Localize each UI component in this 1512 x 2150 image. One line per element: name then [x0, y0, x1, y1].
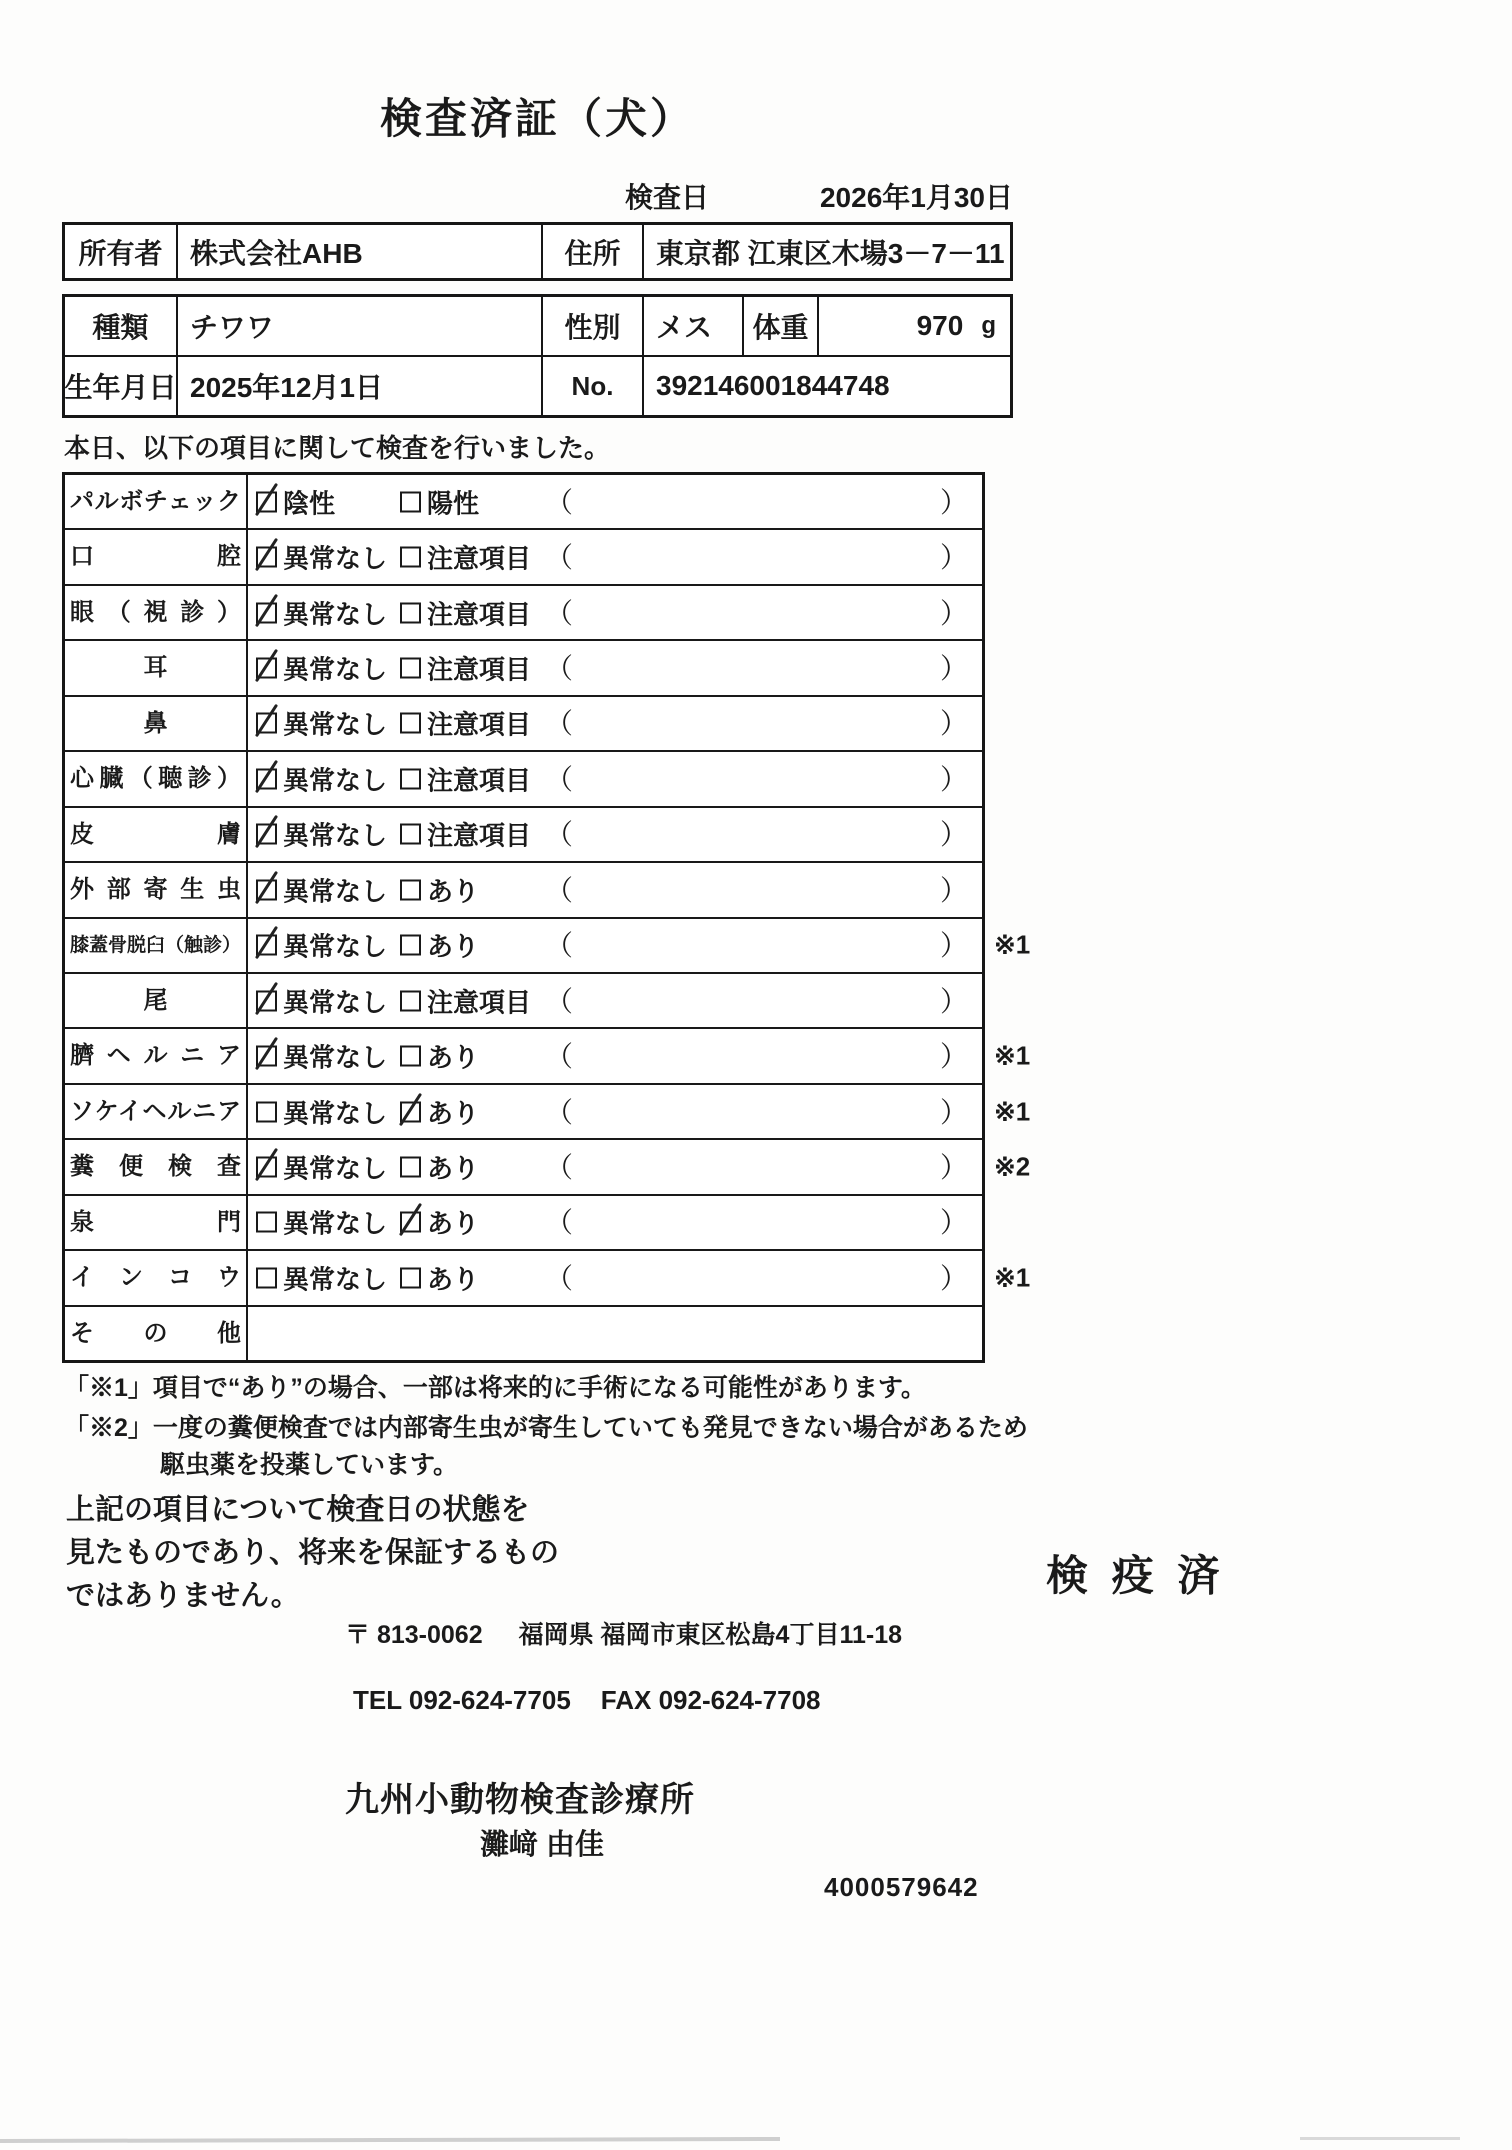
remarks-paren-open: （	[545, 1041, 574, 1073]
exam-row-umbilical-hernia	[65, 1027, 1031, 1082]
remarks-paren-open: （	[545, 1152, 574, 1184]
checkbox-normal	[256, 547, 277, 568]
remarks-paren-close: ）	[939, 764, 968, 796]
pet-row-2	[65, 355, 1010, 415]
option-label: あり	[427, 1042, 480, 1073]
checkbox-normal	[256, 1046, 277, 1067]
pet-row-1	[65, 297, 1010, 355]
footnote-1: 「※1」項目で“あり”の場合、一部は将来的に手術になる可能性があります。	[64, 1374, 926, 1402]
exam-item-name: 皮膚	[65, 808, 248, 861]
option-label: あり	[427, 1098, 480, 1129]
number-label: No.	[543, 357, 644, 415]
remarks-paren-open: （	[545, 1207, 574, 1239]
checkbox-normal	[256, 1101, 277, 1122]
option-label: 異常なし	[283, 876, 388, 907]
checkbox-present	[400, 1046, 421, 1067]
option-label: 陰性	[283, 488, 336, 519]
checkbox-normal	[256, 768, 277, 789]
disclaimer-line-3: ではありません。	[66, 1580, 300, 1612]
option-label: 異常なし	[283, 543, 388, 574]
remarks-paren-close: ）	[939, 1207, 968, 1239]
remarks-paren-open: （	[545, 486, 574, 518]
checkbox-normal	[256, 879, 277, 900]
remarks-paren-close: ）	[939, 1152, 968, 1184]
footnote-ref: ※1	[994, 1096, 1031, 1127]
exam-item-name: 泉門	[65, 1196, 248, 1249]
owner-table	[62, 222, 1013, 281]
checkbox-positive	[400, 491, 421, 512]
exam-row-parvo	[65, 475, 982, 528]
exam-row-tail	[65, 972, 982, 1027]
remarks-paren-open: （	[545, 542, 574, 574]
exam-table	[62, 472, 1031, 1363]
exam-row-patella	[65, 917, 1031, 972]
checkbox-caution	[400, 602, 421, 623]
exam-item-name: 膝蓋骨脱臼（触診）	[65, 919, 248, 972]
exam-item-name: ソケイヘルニア	[65, 1085, 248, 1138]
exam-item-name: パルボチェック	[65, 475, 248, 528]
option-label: 異常なし	[283, 820, 388, 851]
checkbox-caution	[400, 547, 421, 568]
remarks-paren-open: （	[545, 985, 574, 1017]
footnote-ref: ※1	[994, 1040, 1031, 1071]
checkbox-caution	[400, 658, 421, 679]
pet-info-table	[62, 294, 1013, 418]
checkbox-normal	[256, 990, 277, 1011]
option-label: 注意項目	[427, 654, 532, 685]
option-label: 異常なし	[283, 1042, 388, 1073]
clinic-postal-line	[345, 1615, 902, 1651]
remarks-paren-open: （	[545, 764, 574, 796]
checkbox-negative	[256, 491, 277, 512]
option-label: 異常なし	[283, 1208, 388, 1239]
checkbox-caution	[400, 713, 421, 734]
checkbox-normal	[256, 658, 277, 679]
page-title: 検査済証（犬）	[379, 95, 695, 142]
option-label: 注意項目	[427, 709, 532, 740]
sex-label: 性別	[543, 297, 644, 355]
checkbox-caution	[400, 990, 421, 1011]
owner-label: 所有者	[65, 225, 178, 278]
option-label: 注意項目	[427, 820, 532, 851]
weight-value: 970	[916, 310, 964, 341]
remarks-paren-close: ）	[939, 985, 968, 1017]
option-label: 異常なし	[283, 987, 388, 1018]
checkbox-present	[400, 1156, 421, 1177]
remarks-paren-open: （	[545, 874, 574, 906]
exam-item-name: 外部寄生虫	[65, 863, 248, 916]
option-label: あり	[427, 1153, 480, 1184]
address-value: 東京都 江東区木場3－7－11	[656, 237, 1005, 269]
clinic-postal-code: 〒 813-0062	[345, 1621, 483, 1649]
option-label: 陽性	[427, 488, 480, 519]
footnote-ref: ※1	[994, 1262, 1031, 1293]
exam-row-heart	[65, 750, 982, 805]
checkbox-caution	[400, 768, 421, 789]
exam-row-mouth	[65, 528, 982, 583]
exam-row-ectoparasites	[65, 861, 982, 916]
exam-row-other	[65, 1305, 982, 1360]
checkbox-present	[400, 1267, 421, 1288]
option-label: あり	[427, 931, 480, 962]
option-label: 異常なし	[283, 709, 388, 740]
exam-item-name: その他	[65, 1307, 248, 1360]
exam-row-nose	[65, 695, 982, 750]
exam-item-name: 耳	[65, 641, 248, 694]
weight-cell	[819, 297, 1010, 355]
option-label: 異常なし	[283, 599, 388, 630]
breed-label: 種類	[65, 297, 178, 355]
remarks-paren-close: ）	[939, 708, 968, 740]
intro-text: 本日、以下の項目に関して検査を行いました。	[64, 433, 611, 463]
remarks-paren-close: ）	[939, 930, 968, 962]
weight-unit: g	[981, 312, 996, 339]
option-label: 異常なし	[283, 1153, 388, 1184]
checkbox-present	[400, 1212, 421, 1233]
remarks-paren-open: （	[545, 653, 574, 685]
other-empty-cell	[248, 1307, 982, 1360]
clinic-address: 福岡県 福岡市東区松島4丁目11-18	[518, 1621, 903, 1649]
option-label: あり	[427, 1264, 480, 1295]
clinic-name: 九州小動物検査診療所	[345, 1781, 695, 1819]
remarks-paren-close: ）	[939, 1041, 968, 1073]
disclaimer-line-1: 上記の項目について検査日の状態を	[66, 1494, 530, 1526]
option-label: 注意項目	[427, 765, 532, 796]
exam-row-eyes	[65, 584, 982, 639]
remarks-paren-open: （	[545, 819, 574, 851]
number-value: 392146001844748	[656, 370, 890, 401]
remarks-paren-open: （	[545, 1096, 574, 1128]
exam-row-inkou	[65, 1249, 1031, 1304]
footnote-2: 「※2」一度の糞便検査では内部寄生虫が寄生していても発見できない場合があるため	[64, 1414, 1028, 1442]
address-label: 住所	[543, 225, 644, 278]
option-label: 異常なし	[283, 654, 388, 685]
weight-label: 体重	[744, 297, 819, 355]
option-label: あり	[427, 876, 480, 907]
birthdate-value: 2025年12月1日	[178, 357, 543, 415]
checkbox-normal	[256, 935, 277, 956]
checkbox-normal	[256, 824, 277, 845]
exam-item-name: 尾	[65, 974, 248, 1027]
checkbox-present	[400, 879, 421, 900]
checkbox-normal	[256, 1267, 277, 1288]
checkbox-caution	[400, 824, 421, 845]
option-label: あり	[427, 1208, 480, 1239]
remarks-paren-close: ）	[939, 542, 968, 574]
remarks-paren-close: ）	[939, 819, 968, 851]
checkbox-normal	[256, 602, 277, 623]
inspection-date-label: 検査日	[625, 182, 710, 213]
footnote-ref: ※2	[994, 1151, 1031, 1182]
remarks-paren-close: ）	[939, 1263, 968, 1295]
exam-item-name: インコウ	[65, 1251, 248, 1304]
exam-item-name: 臍ヘルニア	[65, 1029, 248, 1082]
remarks-paren-open: （	[545, 1263, 574, 1295]
footnote-2-continued: 駆虫薬を投薬しています。	[160, 1451, 459, 1479]
exam-item-name: 心臓（聴診）	[65, 752, 248, 805]
clinic-fax: FAX 092-624-7708	[600, 1685, 821, 1715]
checkbox-normal	[256, 1212, 277, 1233]
inspection-date-value: 2026年1月30日	[819, 182, 1013, 213]
scan-artifact-right	[1300, 2137, 1460, 2140]
clinic-tel-line	[353, 1685, 821, 1716]
remarks-paren-open: （	[545, 597, 574, 629]
quarantine-stamp: 検 疫 済	[1046, 1552, 1226, 1599]
remarks-paren-open: （	[545, 930, 574, 962]
breed-value: チワワ	[178, 297, 543, 355]
remarks-paren-open: （	[545, 708, 574, 740]
veterinarian-name: 灘﨑 由佳	[480, 1829, 605, 1861]
clinic-tel: TEL 092-624-7705	[353, 1685, 571, 1715]
option-label: 異常なし	[283, 1264, 388, 1295]
checkbox-present	[400, 935, 421, 956]
exam-item-name: 糞便検査	[65, 1140, 248, 1193]
scan-artifact-left	[0, 2137, 780, 2143]
option-label: 注意項目	[427, 599, 532, 630]
option-label: 注意項目	[427, 987, 532, 1018]
exam-item-name: 口腔	[65, 530, 248, 583]
exam-item-name: 鼻	[65, 697, 248, 750]
serial-number: 4000579642	[824, 1872, 979, 1902]
remarks-paren-close: ）	[939, 1096, 968, 1128]
checkbox-present	[400, 1101, 421, 1122]
exam-row-fontanelle	[65, 1194, 982, 1249]
checkbox-normal	[256, 1156, 277, 1177]
exam-row-skin	[65, 806, 982, 861]
option-label: 異常なし	[283, 765, 388, 796]
footnote-ref: ※1	[994, 929, 1031, 960]
disclaimer-line-2: 見たものであり、将来を保証するもの	[66, 1537, 560, 1569]
exam-row-ears	[65, 639, 982, 694]
exam-row-inguinal-hernia	[65, 1083, 1031, 1138]
exam-item-name: 眼（視診）	[65, 586, 248, 639]
sex-value: メス	[644, 297, 744, 355]
option-label: 異常なし	[283, 1098, 388, 1129]
option-label: 異常なし	[283, 931, 388, 962]
checkbox-normal	[256, 713, 277, 734]
exam-row-fecal-test	[65, 1138, 1031, 1193]
option-label: 注意項目	[427, 543, 532, 574]
remarks-paren-close: ）	[939, 486, 968, 518]
birthdate-label: 生年月日	[65, 357, 178, 415]
remarks-paren-close: ）	[939, 597, 968, 629]
remarks-paren-close: ）	[939, 653, 968, 685]
remarks-paren-close: ）	[939, 874, 968, 906]
owner-value: 株式会社AHB	[178, 225, 543, 278]
